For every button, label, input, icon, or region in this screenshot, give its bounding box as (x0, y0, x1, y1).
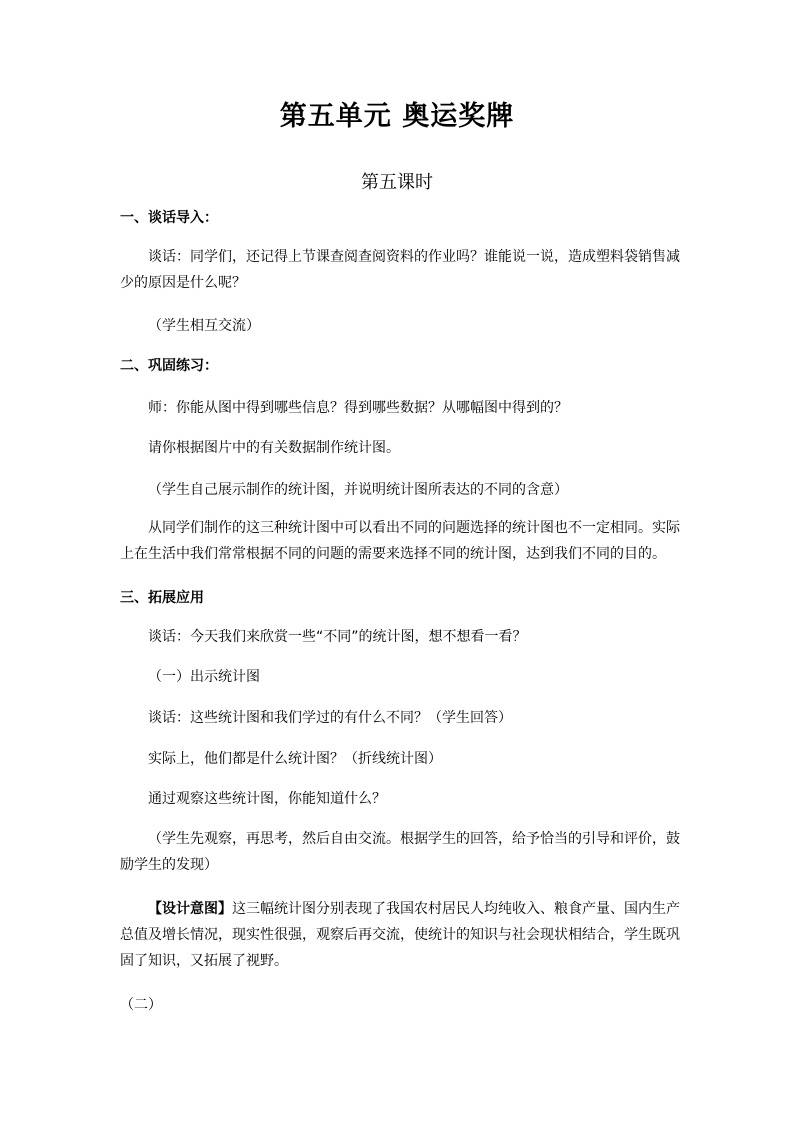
paragraph: （学生先观察，再思考，然后自由交流。根据学生的回答，给予恰当的引导和评价，鼓励学生的发现） (120, 831, 680, 873)
design-intent-paragraph (120, 896, 680, 974)
section-heading-intro: 一、谈话导入： (120, 210, 218, 226)
paragraph: 实际上，他们都是什么统计图？（折线统计图） (148, 751, 442, 767)
paragraph: 从同学们制作的这三种统计图中可以看出不同的问题选择的统计图也不一定相同。实际上在生活中我们常常根据不同的问题的需要来选择不同的统计图，达到我们不同的目的。 (120, 520, 680, 562)
paragraph: 谈话：这些统计图和我们学过的有什么不同？（学生回答） (148, 710, 512, 726)
design-intent-label: 【设计意图】 (148, 901, 232, 917)
section-heading-extension: 三、拓展应用 (120, 590, 204, 606)
document-title: 第五单元 奥运奖牌 (279, 101, 515, 132)
paragraph: 谈话：今天我们来欣赏一些“不同”的统计图，想不想看一看？ (148, 629, 527, 645)
paragraph: （一）出示统计图 (148, 669, 260, 685)
paragraph: 通过观察这些统计图，你能知道什么？ (148, 791, 386, 807)
paragraph: （二） (120, 997, 162, 1013)
paragraph: 谈话：同学们，还记得上节课查阅查阅资料的作业吗？谁能说一说，造成塑料袋销售减少的原因是什么呢？ (120, 249, 680, 291)
design-intent-text: 这三幅统计图分别表现了我国农村居民人均纯收入、粮食产量、国内生产总值及增长情况，现实性很强，观察后再交流，使统计的知识与社会现状相结合，学生既巩固了知识，又拓展了视野。 (120, 901, 680, 969)
paragraph: 师：你能从图中得到哪些信息？得到哪些数据？从哪幅图中得到的？ (148, 400, 568, 416)
paragraph: 请你根据图片中的有关数据制作统计图。 (148, 440, 400, 456)
paragraph: （学生相互交流） (148, 318, 260, 334)
paragraph: （学生自己展示制作的统计图，并说明统计图所表达的不同的含意） (148, 482, 568, 498)
lesson-subtitle: 第五课时 (361, 172, 433, 193)
section-heading-practice: 二、巩固练习： (120, 358, 218, 374)
